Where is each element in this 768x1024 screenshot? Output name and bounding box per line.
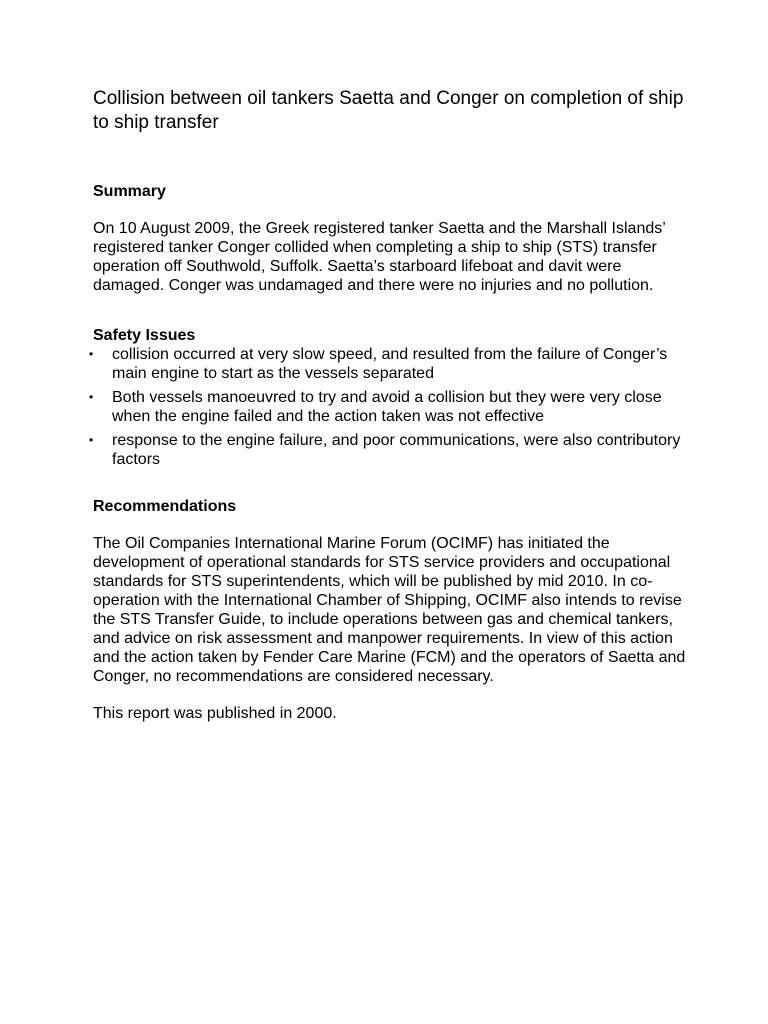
bullet-icon: • xyxy=(89,347,94,361)
list-item-text: response to the engine failure, and poor communications, were also contributory factors xyxy=(112,432,681,468)
safety-issues-heading: Safety Issues xyxy=(93,327,196,344)
recommendations-heading: Recommendations xyxy=(93,498,237,515)
bullet-icon: • xyxy=(89,390,94,404)
bullet-icon: • xyxy=(89,433,94,447)
summary-text: On 10 August 2009, the Greek registered tanker Saetta and the Marshall Islands’ registered tanker Conger collided when completing a ship to ship (STS) transfer operation off Southwold, Suffolk. Saetta’s starboard lifeboat and davit were damaged. Conger was undamaged and there were no injuries and no pollution. xyxy=(93,220,666,294)
safety-issues-list xyxy=(89,345,693,469)
list-item-text: Both vessels manoeuvred to try and avoid a collision but they were very close when the engine failed and the action taken was not effective xyxy=(112,389,662,425)
list-item xyxy=(89,345,693,383)
list-item xyxy=(89,431,693,469)
document-page xyxy=(89,87,693,723)
document-title: Collision between oil tankers Saetta and Conger on completion of ship to ship transfer xyxy=(93,88,684,133)
summary-heading: Summary xyxy=(93,183,166,200)
list-item xyxy=(89,388,693,426)
list-item-text: collision occurred at very slow speed, and resulted from the failure of Conger’s main engine to start as the vessels separated xyxy=(112,346,668,382)
recommendations-text: The Oil Companies International Marine Forum (OCIMF) has initiated the development of operational standards for STS service providers and occupational standards for STS superintendents, which will be published by mid 2010. In co-operation with the International Chamber of Shipping, OCIMF also intends to revise the STS Transfer Guide, to include operations between gas and chemical tankers, and advice on risk assessment and manpower requirements. In view of this action and the action taken by Fender Care Marine (FCM) and the operators of Saetta and Conger, no recommendations are considered necessary. xyxy=(93,535,686,685)
published-note: This report was published in 2000. xyxy=(93,705,337,722)
